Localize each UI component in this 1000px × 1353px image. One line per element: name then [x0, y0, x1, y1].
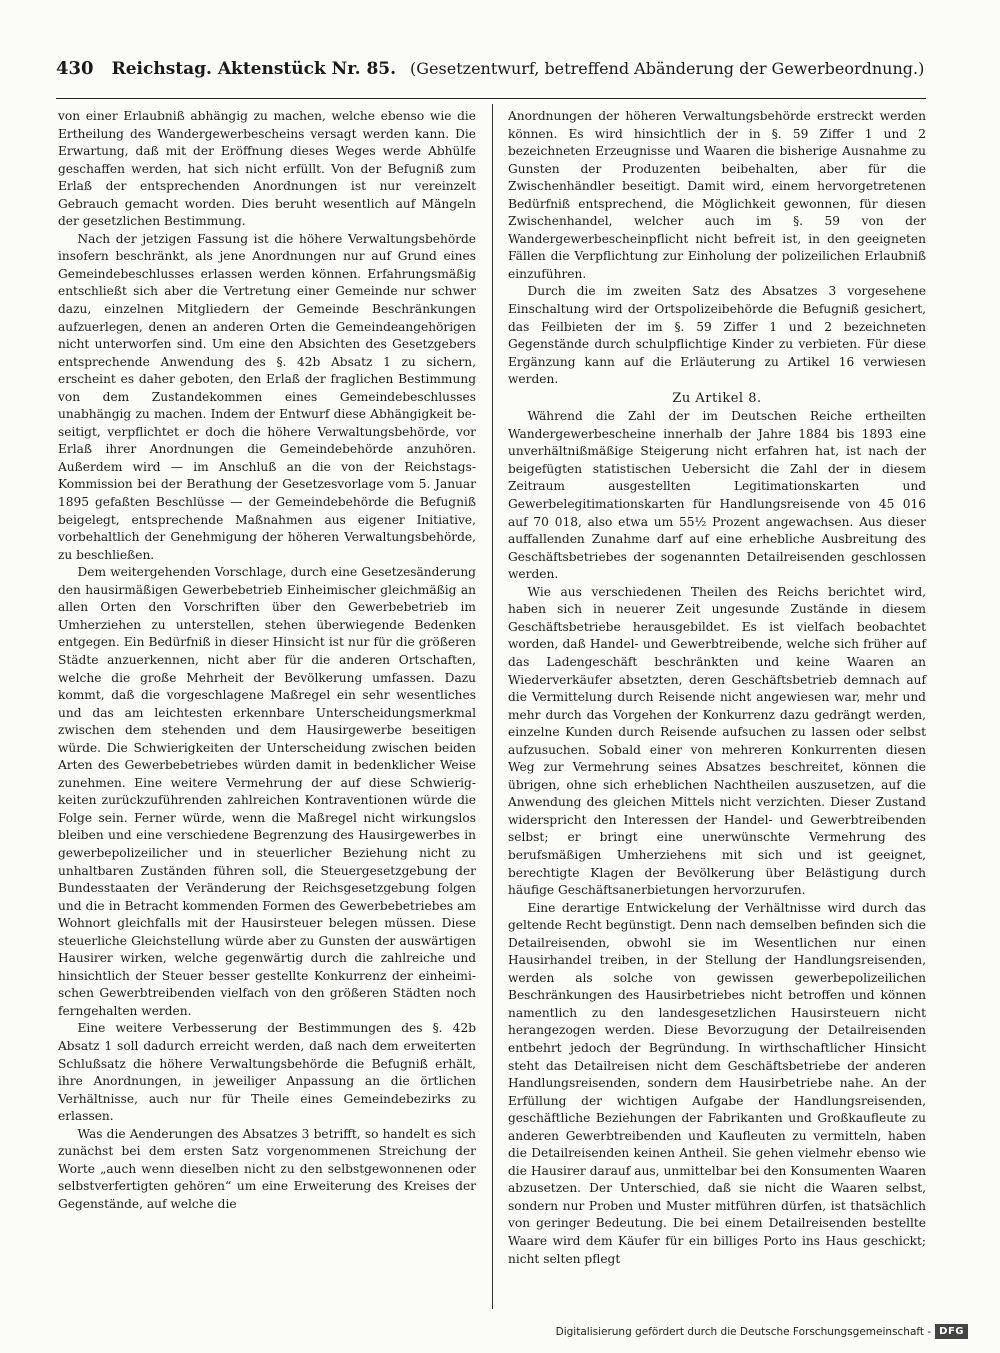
footer-text: Digitalisierung gefördert durch die Deutsche Forschungsgemeinschaft -: [555, 1325, 932, 1338]
paragraph: Wie aus verschiedenen Theilen des Reichs berichtet wird, haben sich in neuerer Zeit ungesunde Zustände in diesem Geschäftsbetriebe herausgebildet. Es ist vielfach beobachtet worden, daß Handel- und Gewerbtreibende, welche sich früher auf das Ladengeschäft beschränkten und keine Waaren an Wiederverkäufer absetzten, deren Geschäftsbetrieb demnach auf die Vermittelung durch Reisende nicht angewiesen war, mehr und mehr durch das Vorgehen der Konkurrenz dazu gedrängt werden, einzelne Kunden durch Reisende aufsuchen zu lassen oder selbst aufzusuchen. Sobald einer von mehreren Konkurrenten diesen Weg zur Vermehrung seines Absatzes beschreitet, können die übrigen, ohne sich erheblichen Nachtheilen auszusetzen, auf die Anwendung des gleichen Mittels nicht verzichten. Dieser Zustand widerspricht den Interessen der Handel- und Gewerbtreibenden selbst; er bringt eine unerwünschte Vermehrung des berufsmäßigen Umherziehens mit sich und ist geeignet, berechtigte Klagen der Bevölkerung über Belästigung durch häufige Geschäftsanerbietungen hervorzurufen.: [508, 584, 926, 898]
paragraph: Nach der jetzigen Fassung ist die höhere Verwaltungsbehörde insofern beschränkt, als jene Anordnungen nur auf Grund eines Gemeindebeschlusses erlassen werden können. Erfahrungsmäßig entschließt sich aber die Vertretung einer Gemeinde nur schwer dazu, einzelnen Mitgliedern der Gemeinde Beschränkungen aufzuerlegen, denen an anderen Orten die Gemeindeangehörigen nicht unterworfen sind. Um eine den Absichten des Gesetzgebers entsprechende Anwendung des §. 42b Absatz 1 zu sichern, erscheint es daher geboten, den Erlaß der fraglichen Bestimmung von dem Zustandekommen eines Gemeindebeschlusses unabhängig zu machen. Indem der Entwurf diese Abhängigkeit beseitigt, verpflichtet er doch die höhere Verwaltungsbehörde, vor Erlaß ihrer Anordnungen die Gemeindebehörde anzuhören. Außerdem wird — im Anschluß an die von der Reichstags-Kommission bei der Berathung der Gesetzesvorlage vom 5. Januar 1895 gefaßten Beschlüsse — der Gemeindebehörde die Befugniß beigelegt, entsprechende Maßnahmen aus eigener Initiative, vorbehaltlich der Genehmigung der höheren Verwaltungsbehörde, zu beschließen.: [58, 231, 476, 562]
paragraph: Eine weitere Verbesserung der Bestimmungen des §. 42b Absatz 1 soll dadurch erreicht werden, daß nach dem erweiterten Schlußsatz die höhere Verwaltungsbehörde die Befugniß erhält, ihre Anordnungen, in jeweiliger Anpassung an die örtlichen Verhältnisse, auch nur für Theile eines Gemeindebezirks zu erlassen.: [58, 1021, 476, 1124]
page-number: 430: [56, 58, 94, 79]
paragraph: Eine derartige Entwickelung der Verhältnisse wird durch das geltende Recht begünstigt. Denn nach demselben befinden sich die Detailreisenden, obwohl sie im Wesentlichen nur einen Hausirhandel treiben, in der Stellung der Handlungsreisenden, werden als solche von gewissen gewerbepolizeilichen Beschränkungen des Hausirbetriebes nicht betroffen und können namentlich zu den landesgesetzlichen Hausirsteuern nicht herangezogen werden. Diese Bevorzugung der Detailreisenden entbehrt jedoch der Begründung. In wirthschaftlicher Hinsicht steht das Detailreisen nicht dem Geschäftsbetriebe der anderen Handlungsreisenden, sondern dem Hausirbetriebe nahe. An der Erfüllung der wichtigen Aufgabe der Handlungsreisenden, geschäftliche Beziehungen der Fabrikanten und Großkaufleute zu anderen Gewerbtreibenden und Kaufleuten zu vermitteln, haben die Detailreisenden keinen Antheil. Sie gehen vielmehr ebenso wie die Hausirer darauf aus, unmittelbar bei den Konsumenten Waaren abzusetzen. Der Unterschied, daß sie nicht die Waaren selbst, sondern nur Proben und Muster mitführen dürfen, ist thatsächlich von geringer Bedeutung. Die bei einem Detailreisenden bestellte Waare wird dem Käufer für ein billiges Porto ins Haus geschickt; nicht selten pflegt: [508, 900, 926, 1266]
right-column: [508, 108, 926, 1268]
left-column: [58, 108, 476, 1213]
dfg-logo: DFG: [935, 1324, 968, 1339]
digitization-footer: [556, 1324, 968, 1339]
header-subtitle: (Gesetzentwurf, betreffend Abänderung der Gewerbeordnung.): [410, 59, 925, 78]
header-rule: [56, 98, 926, 99]
paragraph: von einer Erlaubniß abhängig zu machen, welche ebenso wie die Ertheilung des Wandergewerbescheins versagt werden kann. Die Erwartung, daß mit der Eröffnung dieses Weges werde Abhülfe geschaffen werden, hat sich nicht erfüllt. Von der Befugniß zum Erlaß der entsprechenden Anordnungen ist nur vereinzelt Gebrauch gemacht worden. Dies beruht wesentlich auf Mängeln der gesetzlichen Bestimmung.: [58, 109, 476, 229]
paragraph: Dem weitergehenden Vorschlage, durch eine Gesetzesänderung den hausirmäßigen Gewerbebetrieb Einheimischer gleichmäßig an allen Orten den Vorschriften über den Gewerbebetrieb im Umherziehen zu unterstellen, stehen überwiegende Bedenken entgegen. Ein Bedürfniß in dieser Hinsicht ist nur für die größeren Städte anzuerkennen, nicht aber für die anderen Ortschaften, welche die große Mehrheit der Bevölkerung umfassen. Dazu kommt, daß die vorgeschlagene Maßregel ein sehr wesentliches und das am leichtesten erkennbare Unterscheidungsmerkmal zwischen dem stehenden und dem Hausirgewerbe beseitigen würde. Die Schwierigkeiten der Unterscheidung zwischen beiden Arten des Gewerbebetriebes würden damit in bedenklicher Weise zunehmen. Eine weitere Vermehrung der auf diese Schwierigkeiten zurückzuführenden zahlreichen Kontraventionen würde die Folge sein. Ferner würde, wenn die Maßregel nicht wirkungslos bleiben und eine verschiedene Begrenzung des Hausirgewerbes in gewerbepolizeilicher und in steuerlicher Beziehung nicht zu unhaltbaren Zuständen führen soll, die Steuergesetzgebung der Bundesstaaten der Veränderung der Reichsgesetzgebung folgen und die in Betracht kommenden Formen des Gewerbebetriebes am Wohnort gleichfalls mit der Hausirsteuer belegen müssen. Diese steuerliche Gleichstellung würde aber zu Gunsten der auswärtigen Hausirer wirken, welche gegenwärtig durch die zahlreiche und hinsichtlich der Steuer besser gestellte Konkurrenz der einheimischen Gewerbtreibenden vielfach von den größeren Städten noch ferngehalten werden.: [58, 565, 476, 1018]
paragraph: Während die Zahl der im Deutschen Reiche ertheilten Wandergewerbescheine innerhalb der Jahre 1884 bis 1893 eine unverhältnißmäßige Steigerung nicht erfahren hat, ist nach der beigefügten statistischen Uebersicht die Zahl der in diesem Zeitraum ausgestellten Legitimationskarten und Gewerbelegitimationskarten für Handlungsreisende von 45 016 auf 70 018, also etwa um 55½ Prozent angewachsen. Aus dieser auffallenden Zunahme darf auf eine erhebliche Ausbreitung des Geschäftsbetriebes der sogenannten Detailreisenden geschlossen werden.: [508, 409, 926, 582]
section-heading: Zu Artikel 8.: [672, 390, 762, 406]
document-page: [56, 58, 926, 1313]
page-header: [56, 58, 926, 94]
header-title: Reichstag. Aktenstück Nr. 85.: [111, 59, 397, 79]
paragraph: Anordnungen der höheren Verwaltungsbehörde erstreckt werden können. Es wird hinsichtlich der in §. 59 Ziffer 1 und 2 bezeichneten Erzeugnisse und Waaren die bisherige Ausnahme zu Gunsten der Produzenten beibehalten, aber für die Zwischenhändler beseitigt. Damit wird, einem hervorgetretenen Bedürfniß entsprechend, die Möglichkeit gewonnen, für diesen Zwischenhandel, welcher auch im §. 59 von der Wandergewerbescheinpflicht nicht befreit ist, in den geeigneten Fällen die Verpflichtung zur Einholung der polizeilichen Erlaubniß einzuführen.: [508, 109, 926, 281]
paragraph: Durch die im zweiten Satz des Absatzes 3 vorgesehene Einschaltung wird der Ortspolizeibehörde die Befugniß gesichert, das Feilbieten der im §. 59 Ziffer 1 und 2 bezeichneten Gegenstände durch schulpflichtige Kinder zu verbieten. Für diese Ergänzung kann auf die Erläuterung zu Artikel 16 verwiesen werden.: [508, 284, 926, 387]
paragraph: Was die Aenderungen des Absatzes 3 betrifft, so handelt es sich zunächst bei dem ersten Satz vorgenommenen Streichung der Worte „auch wenn dieselben nicht zu den selbstgewonnenen oder selbstverfertigten gehören“ um eine Erweiterung des Kreises der Gegenstände, auf welche die: [58, 1126, 476, 1211]
column-divider: [492, 104, 493, 1309]
